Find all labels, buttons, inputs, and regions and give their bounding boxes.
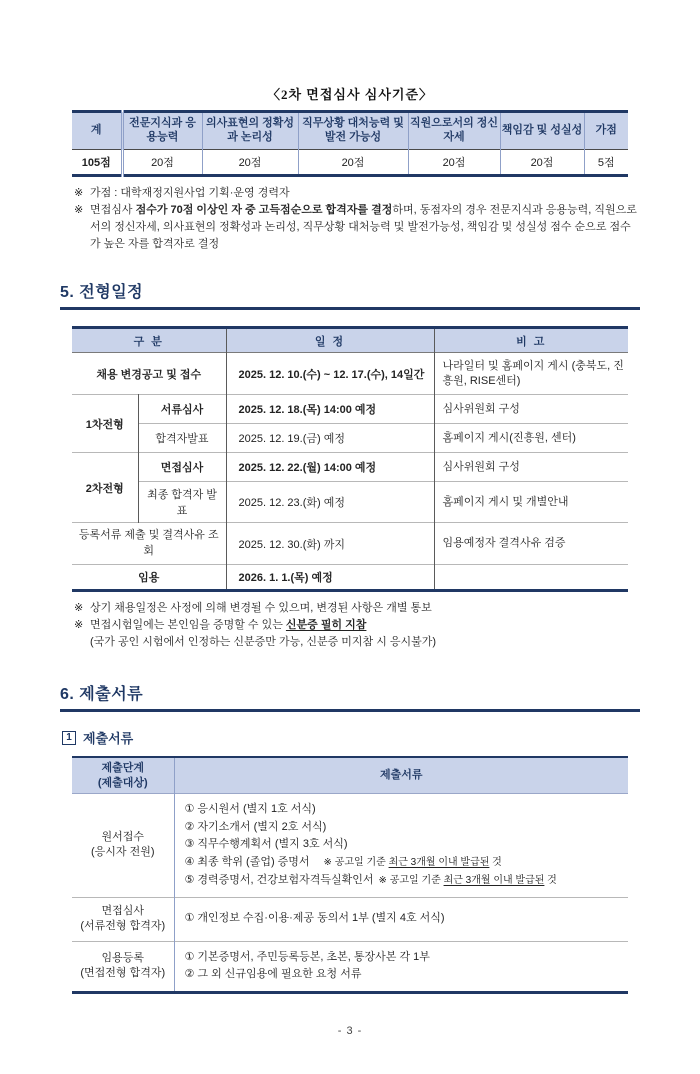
criteria-note-passing bbox=[74, 202, 640, 253]
schedule-note-id-sub-text: (국가 공인 시험에서 인정하는 신분증만 가능, 신분증 미지참 시 응시불가) bbox=[90, 636, 437, 649]
criteria-table-title: 〈2차 면접심사 심사기준〉 bbox=[266, 87, 434, 102]
schedule-header-remark: 비 고 bbox=[434, 328, 628, 353]
doc-review-label: 서류심사 bbox=[138, 395, 226, 424]
application-stage: 원서접수 (응시자 전원) bbox=[90, 830, 155, 859]
interview-docs bbox=[174, 897, 628, 941]
criteria-header-knowledge: 전문지식과 응용능력 bbox=[122, 112, 202, 150]
submission-header-docs: 제출서류 bbox=[174, 757, 628, 793]
schedule-row-final-announce bbox=[72, 482, 628, 523]
section6-heading bbox=[60, 681, 640, 712]
final-announce-schedule: 2025. 12. 23.(화) 예정 bbox=[226, 482, 434, 523]
schedule-row-doc-review bbox=[72, 395, 628, 424]
announce-schedule: 2025. 12. 10.(수) ~ 12. 17.(수), 14일간 bbox=[226, 353, 434, 395]
doc-item: ③ 직무수행계획서 (별지 3호 서식) bbox=[184, 838, 348, 851]
final-announce-remark: 홈페이지 게시 및 개별안내 bbox=[434, 482, 628, 523]
criteria-header-responsibility: 책임감 및 성실성 bbox=[500, 112, 584, 150]
criteria-header-situation: 직무상황 대처능력 및 발전 가능성 bbox=[298, 112, 408, 150]
schedule-row-interview bbox=[72, 453, 628, 482]
criteria-header-row bbox=[72, 112, 628, 150]
schedule-header-category: 구 분 bbox=[72, 328, 226, 353]
schedule-note-change bbox=[74, 600, 640, 617]
criteria-score-responsibility: 20점 bbox=[500, 150, 584, 176]
note-marker: ※ bbox=[74, 187, 84, 199]
submission-table bbox=[72, 756, 628, 994]
schedule-row-pass-announce bbox=[72, 424, 628, 453]
section6-sub-heading bbox=[62, 728, 640, 747]
doc-item: ① 기본증명서, 주민등록등본, 초본, 통장사본 각 1부 bbox=[184, 950, 430, 963]
pass-announce-remark: 홈페이지 게시(진흥원, 센터) bbox=[434, 424, 628, 453]
submission-header-stage: 제출단계 (제출대상) bbox=[72, 757, 174, 793]
submission-row-appointment bbox=[72, 941, 628, 993]
pass-announce-label: 합격자발표 bbox=[138, 424, 226, 453]
schedule-note-change-text: 상기 채용일정은 사정에 의해 변경될 수 있으며, 변경된 사항은 개별 통보 bbox=[90, 602, 432, 615]
appointment-stage: 임용등록 (면접전형 합격자) bbox=[80, 952, 166, 980]
criteria-score-situation: 20점 bbox=[298, 150, 408, 176]
interview-stage: 면접심사 (서류전형 합격자) bbox=[80, 904, 166, 933]
schedule-note-id-text: 면접시험일에는 본인임을 증명할 수 있는 신분증 필히 지참 bbox=[90, 619, 367, 632]
section5-heading bbox=[60, 279, 640, 310]
pass-announce-schedule: 2025. 12. 19.(금) 예정 bbox=[226, 424, 434, 453]
appointment-schedule: 2026. 1. 1.(목) 예정 bbox=[226, 565, 434, 591]
criteria-score-attitude: 20점 bbox=[408, 150, 500, 176]
doc-item: ② 그 외 신규임용에 필요한 요청 서류 bbox=[184, 968, 362, 981]
schedule-header-row bbox=[72, 328, 628, 353]
interview-label: 면접심사 bbox=[138, 453, 226, 482]
schedule-table bbox=[72, 326, 628, 592]
criteria-score-total: 105점 bbox=[81, 157, 111, 169]
doc-review-remark: 심사위원회 구성 bbox=[434, 395, 628, 424]
criteria-note-bonus-text: 가점 : 대학재정지원사업 기획·운영 경력자 bbox=[90, 187, 290, 199]
stage1-label: 1차전형 bbox=[85, 418, 124, 431]
criteria-notes bbox=[74, 185, 640, 253]
schedule-notes bbox=[74, 600, 640, 651]
application-docs bbox=[174, 793, 628, 897]
criteria-header-bonus: 가점 bbox=[584, 112, 628, 150]
criteria-note-bonus bbox=[74, 185, 640, 202]
boxed-number-icon: 1 bbox=[62, 731, 76, 745]
page-number: - 3 - bbox=[337, 1025, 363, 1037]
doc-item: ① 개인정보 수집·이용·제공 동의서 1부 (별지 4호 서식) bbox=[184, 912, 445, 925]
doc-item: ⑤ 경력증명서, 건강보험자격득실확인서 ※ 공고일 기준 최근 3개월 이내 발급된 것 bbox=[184, 874, 557, 887]
submission-row-application bbox=[72, 793, 628, 897]
interview-schedule: 2025. 12. 22.(월) 14:00 예정 bbox=[226, 453, 434, 482]
sub-heading-label: 제출서류 bbox=[83, 731, 134, 747]
document-page bbox=[0, 84, 700, 1074]
appointment-docs bbox=[174, 941, 628, 993]
schedule-row-registration bbox=[72, 523, 628, 565]
doc-item: ④ 최종 학위 (졸업) 증명서 ※ 공고일 기준 최근 3개월 이내 발급된 것 bbox=[184, 856, 502, 869]
section6-title: 6. 제출서류 bbox=[60, 686, 144, 704]
doc-item: ① 응시원서 (별지 1호 서식) bbox=[184, 802, 316, 815]
doc-review-schedule: 2025. 12. 18.(목) 14:00 예정 bbox=[226, 395, 434, 424]
criteria-score-row bbox=[72, 150, 628, 176]
submission-row-interview bbox=[72, 897, 628, 941]
appointment-remark bbox=[434, 565, 628, 591]
criteria-score-bonus: 5점 bbox=[584, 150, 628, 176]
criteria-table bbox=[72, 110, 628, 177]
submission-header-row bbox=[72, 757, 628, 793]
schedule-note-id-sub bbox=[90, 634, 640, 651]
criteria-header-expression: 의사표현의 정확성과 논리성 bbox=[202, 112, 298, 150]
announce-label: 채용 변경공고 및 접수 bbox=[96, 368, 202, 381]
criteria-header-attitude: 직원으로서의 정신자세 bbox=[408, 112, 500, 150]
criteria-note-passing-text: 면접심사 점수가 70점 이상인 자 중 고득점순으로 합격자를 결정하며, 동점자의 경우 전문지식과 응용능력, 직원으로서의 정신자세, 의사표현의 정확성과 논리성, 직무상황 대처능력 및 발전가능성, 책임감 및 성실성 점수 순으로 점수가 높은 자를 합격자로 결정 bbox=[90, 204, 637, 251]
schedule-row-announce bbox=[72, 353, 628, 395]
note-marker: ※ bbox=[74, 204, 84, 217]
section5-title: 5. 전형일정 bbox=[60, 284, 144, 302]
doc-item: ② 자기소개서 (별지 2호 서식) bbox=[184, 820, 327, 833]
announce-remark: 나라일터 및 홈페이지 게시 (충북도, 진흥원, RISE센터) bbox=[434, 353, 628, 395]
registration-remark: 임용예정자 결격사유 검증 bbox=[434, 523, 628, 565]
schedule-header-date: 일 정 bbox=[226, 328, 434, 353]
final-announce-label: 최종 합격자 발표 bbox=[138, 482, 226, 523]
criteria-score-knowledge: 20점 bbox=[122, 150, 202, 176]
schedule-note-id bbox=[74, 617, 640, 634]
criteria-header-total: 계 bbox=[72, 112, 122, 150]
note-marker: ※ bbox=[74, 602, 84, 615]
stage2-label: 2차전형 bbox=[85, 482, 124, 495]
schedule-row-appointment bbox=[72, 565, 628, 591]
criteria-score-expression: 20점 bbox=[202, 150, 298, 176]
registration-label: 등록서류 제출 및 결격사유 조회 bbox=[78, 529, 219, 557]
appointment-label: 임용 bbox=[138, 572, 160, 585]
interview-remark: 심사위원회 구성 bbox=[434, 453, 628, 482]
note-marker: ※ bbox=[74, 619, 84, 632]
registration-schedule: 2025. 12. 30.(화) 까지 bbox=[226, 523, 434, 565]
